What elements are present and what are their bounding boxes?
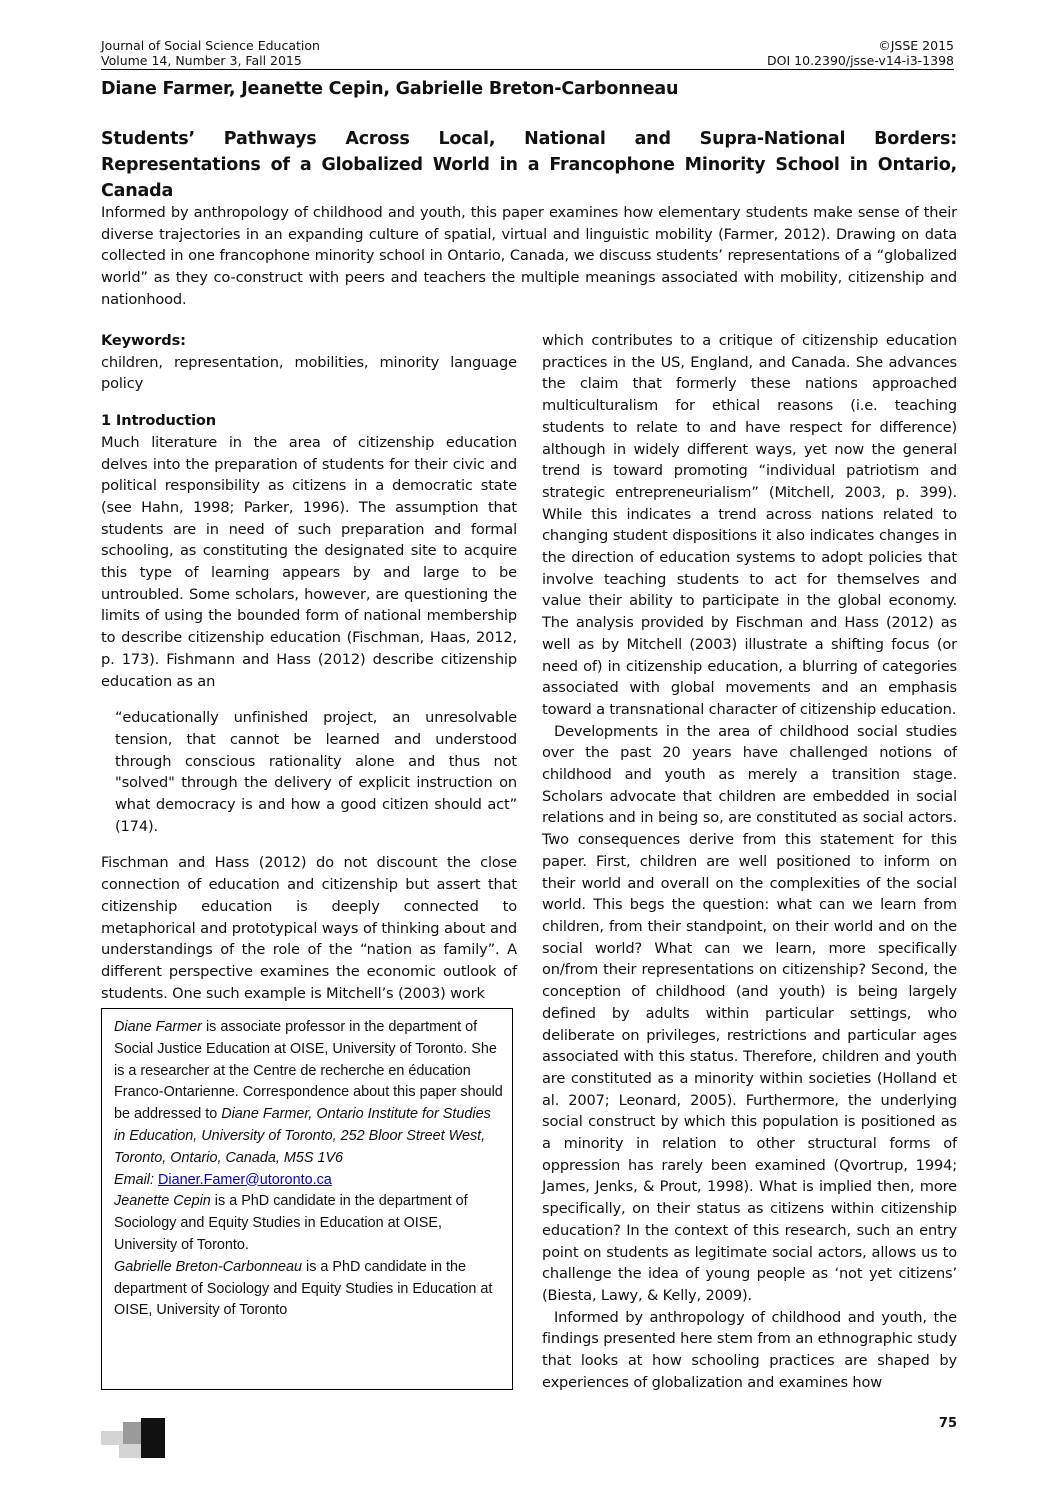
abstract: Informed by anthropology of childhood and youth, this paper examines how elementary students make sense of their diverse trajectories in an expanding culture of spatial, virtual and linguistic mobility (Farmer, 2012). Drawing on data collected in one francophone minority school in Ontario, Canada, we discuss students’ representations of a “globalized world” as they co-construct with peers and teachers the multiple meanings associated with mobility, citizenship and nationhood. xyxy=(101,204,957,308)
authors: Diane Farmer, Jeanette Cepin, Gabrielle Breton-Carbonneau xyxy=(101,79,679,99)
bio-address: Diane Farmer, Ontario Institute for Studies in Education, University of Toronto, 252 Bloor Street West, Toronto, Ontario, Canada, M5S 1V6 xyxy=(114,1106,491,1166)
header-rule xyxy=(101,69,954,70)
bio-paragraph xyxy=(114,1017,504,1170)
journal-volume: Volume 14, Number 3, Fall 2015 xyxy=(101,53,302,68)
right-paragraph-1: which contributes to a critique of citizenship education practices in the US, England, and Canada. She advances the claim that formerly these nations approached multiculturalism for ethical reasons (i.e. teaching students to relate to and have respect for difference) although in widely different ways, yet now the general trend is toward promoting “individual patriotism and strategic entrepreneurialism” (Mitchell, 2003, p. 399). While this indicates a trend across nations related to changing student dispositions it also indicates changes in the direction of education systems to adopt policies that involve teaching students to act for themselves and value their ability to participate in the global economy. The analysis provided by Fischman and Hass (2012) as well as by Mitchell (2003) illustrate a shifting focus (or need of) in citizenship education, a blurring of categories associated with global movements and an emphasis toward a transnational character of citizenship education. xyxy=(542,332,957,718)
author-bio-box xyxy=(101,1008,513,1390)
intro-paragraph-1: Much literature in the area of citizenship education delves into the preparation of students for their civic and political responsibility as citizens in a democratic state (see Hahn, 1998; Parker, 1996). The assumption that students are in need of such preparation and formal schooling, as constituting the designated site to acquire this type of learning appears by and large to be untroubled. Some scholars, however, are questioning the limits of using the bounded form of national membership to describe citizenship education (Fischman, Haas, 2012, p. 173). Fishmann and Hass (2012) describe citizenship education as an xyxy=(101,433,517,690)
left-column xyxy=(101,330,517,1004)
journal-name: Journal of Social Science Education xyxy=(101,38,320,53)
bio-name-2: Jeanette Cepin xyxy=(114,1193,211,1210)
bio-text-3: is a PhD candidate in the department of Sociology and Equity Studies in Education at OISE, University of Toronto xyxy=(114,1258,493,1319)
section-heading: 1 Introduction xyxy=(101,412,217,430)
right-paragraph-3: Informed by anthropology of childhood and youth, the findings presented here stem from an ethnographic study that looks at how schooling practices are shaped by experiences of globalization and examines how xyxy=(542,1308,957,1391)
bio-name-3: Gabrielle Breton-Carbonneau xyxy=(114,1258,302,1275)
bio-email-label: Email: xyxy=(114,1171,158,1188)
bio-text-1: is associate professor in the department of Social Justice Education at OISE, University of Toronto. She is a researcher at the Centre de recherche en éducation Franco-Ontarienne. Correspondence about this paper should be addressed to xyxy=(114,1019,503,1123)
intro-paragraph-2: Fischman and Hass (2012) do not discount the close connection of education and citizenship but assert that citizenship education is deeply connected to metaphorical and prototypical ways of thinking about and understandings of the role of the “nation as family”. A different perspective examines the economic outlook of students. One such example is Mitchell’s (2003) work xyxy=(101,854,517,1002)
journal-logo-icon xyxy=(101,1418,165,1458)
copyright-notice: ©JSSE 2015 xyxy=(878,38,954,53)
bio-text-2: is a PhD candidate in the department of Sociology and Equity Studies in Education at OISE, University of Toronto. xyxy=(114,1193,468,1253)
paper-title: Students’ Pathways Across Local, National and Supra-National Borders: Representations of a Globalized World in a Francophone Minority School in Ontario, Canada xyxy=(101,129,957,201)
right-paragraph-2: Developments in the area of childhood social studies over the past 20 years have challenged notions of childhood and youth as merely a transition stage. Scholars advocate that children are embedded in social relations and in being so, are constituted as social actors. Two consequences derive from this statement for this paper. First, children are well positioned to inform on their world and overall on the complexities of the social world. This begs the question: what can we learn from children, from their standpoint, on their world and on the social world? What can we learn, more specifically on/from their representations on citizenship? Second, the conception of childhood (and youth) is being largely defined by adults within particular settings, who deliberate on privileges, restrictions and particular ages associated with this status. Therefore, children and youth are constituted as a minority within societies (Holland et al. 2007; Leonard, 2005). Furthermore, the underlying social construct by which this population is positioned as a minority in relation to other structural forms of oppression has rarely been examined (Qvortrup, 1994; James, Jenks, & Prout, 1998). What is implied then, more specifically, on their status as citizens within citizenship education? In the context of this research, such an entry point on students as legitimate social actors, allows us to challenge the idea of young people as ‘not yet citizens’ (Biesta, Lawy, & Kelly, 2009). xyxy=(542,722,957,1304)
page-number: 75 xyxy=(938,1416,957,1431)
bio-email-line xyxy=(114,1170,504,1192)
bio-paragraph-2 xyxy=(114,1191,504,1256)
logo-dark-block xyxy=(141,1418,165,1458)
doi: DOI 10.2390/jsse-v14-i3-1398 xyxy=(767,53,954,68)
bio-name-1: Diane Farmer xyxy=(114,1019,202,1035)
block-quote: “educationally unfinished project, an unresolvable tension, that cannot be learned and understood through conscious rationality alone and thus not "solved" through the delivery of explicit instruction on what democracy is and how a good citizen should act” (174). xyxy=(115,709,517,835)
email-link[interactable]: Dianer.Famer@utoronto.ca xyxy=(157,1171,332,1188)
keywords-heading: Keywords: xyxy=(101,332,186,349)
running-header-left xyxy=(101,38,320,68)
bio-paragraph-3 xyxy=(114,1257,504,1322)
keywords: children, representation, mobilities, minority language policy xyxy=(101,353,517,393)
right-column xyxy=(542,330,957,1393)
running-header-right xyxy=(767,38,954,68)
